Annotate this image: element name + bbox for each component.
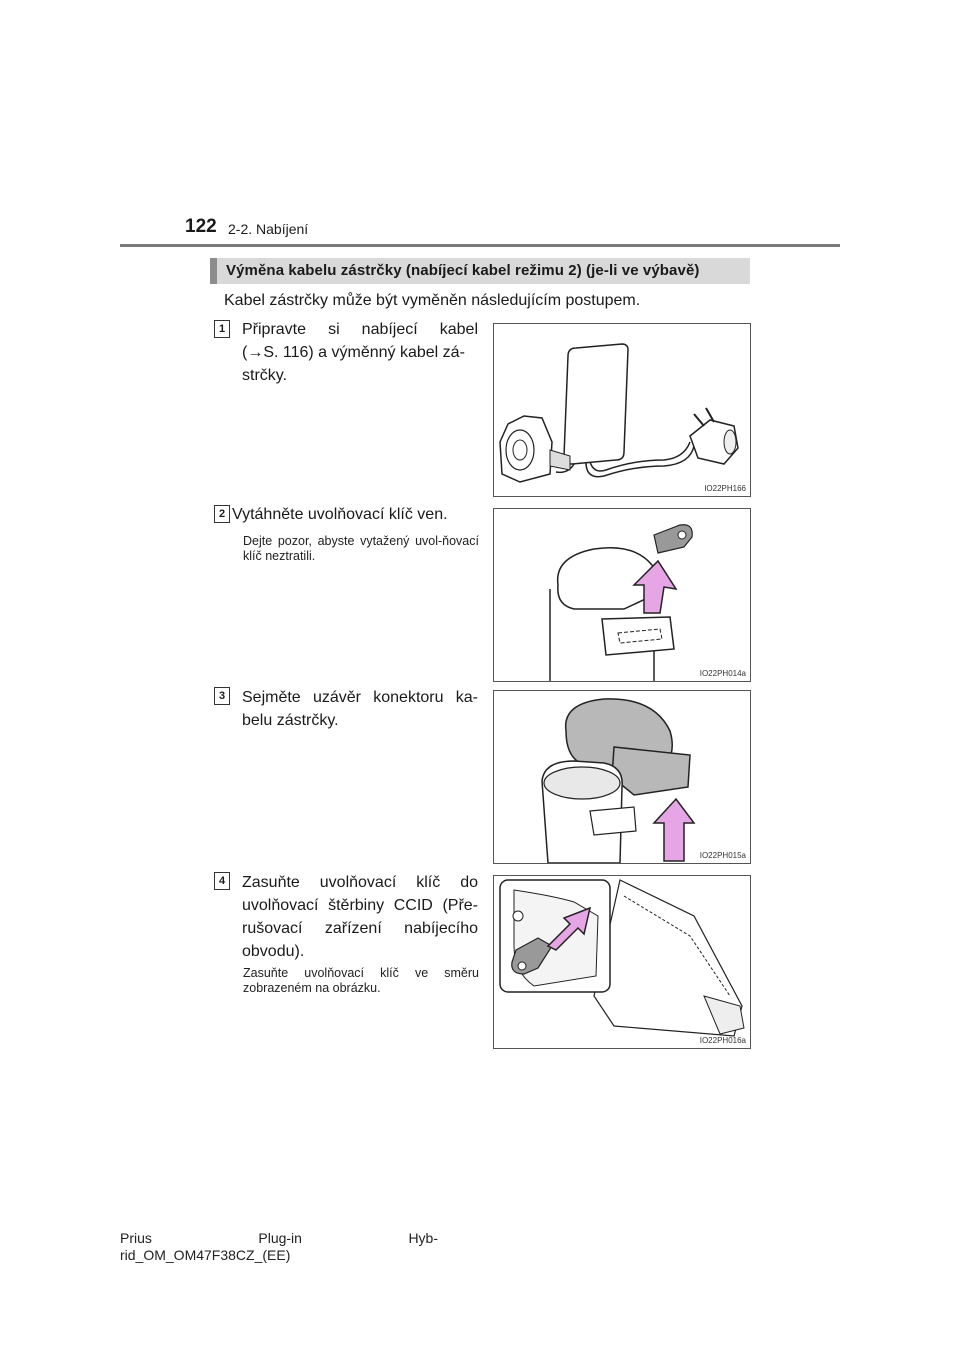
step-1-number: 1 xyxy=(214,320,230,338)
insert-key-illustration xyxy=(494,876,750,1048)
figure-remove-cap xyxy=(493,690,751,864)
footer xyxy=(120,1230,438,1264)
banner-title: Výměna kabelu zástrčky (nabíjecí kabel režimu 2) (je-li ve výbavě) xyxy=(226,262,700,279)
step-4-note: Zasuňte uvolňovací klíč ve směru zobrazeném na obrázku. xyxy=(243,966,479,995)
header-rule xyxy=(120,244,840,247)
footer-line-1 xyxy=(120,1230,438,1247)
figure-insert-key xyxy=(493,875,751,1049)
figure-pull-release-key xyxy=(493,508,751,682)
step-1-line-3: strčky. xyxy=(242,367,288,384)
cable-illustration xyxy=(494,324,750,496)
step-4-text: Zasuňte uvolňovací klíč do uvolňovací štěrbiny CCID (Pře-rušovací zařízení nabíjecího obvodu). xyxy=(242,874,478,960)
figure-code: IO22PH014a xyxy=(699,669,746,678)
step-3-text: Sejměte uzávěr konektoru ka-belu zástrčky. xyxy=(242,689,478,729)
footer-line-2: rid_OM_OM47F38CZ_(EE) xyxy=(120,1247,291,1263)
footer-word-2: Plug-in xyxy=(258,1230,302,1246)
banner-accent-bar xyxy=(210,258,217,284)
figure-code: IO22PH015a xyxy=(699,851,746,860)
footer-word-1: Prius xyxy=(120,1230,152,1246)
page-number: 122 xyxy=(185,216,217,237)
step-1-line-1: Připravte si nabíjecí kabel xyxy=(242,321,478,338)
step-2-number: 2 xyxy=(214,505,230,523)
section-banner xyxy=(210,258,750,284)
figure-code: IO22PH166 xyxy=(704,484,746,493)
step-2-text: Vytáhněte uvolňovací klíč ven. xyxy=(232,506,448,523)
footer-word-3: Hyb- xyxy=(408,1230,438,1246)
step-2-note: Dejte pozor, abyste vytažený uvol-ňovací klíč neztratili. xyxy=(243,534,479,563)
release-key-illustration xyxy=(494,509,750,681)
cap-removal-illustration xyxy=(494,691,750,863)
figure-cable-and-plug xyxy=(493,323,751,497)
intro-text: Kabel zástrčky může být vyměněn následujícím postupem. xyxy=(224,292,641,309)
figure-code: IO22PH016a xyxy=(699,1036,746,1045)
step-3-number: 3 xyxy=(214,687,230,705)
section-title: 2-2. Nabíjení xyxy=(228,221,309,237)
step-4-number: 4 xyxy=(214,872,230,890)
step-1-line-2: (→S. 116) a výměnný kabel zá- xyxy=(242,344,465,361)
step-1-text xyxy=(242,318,478,387)
